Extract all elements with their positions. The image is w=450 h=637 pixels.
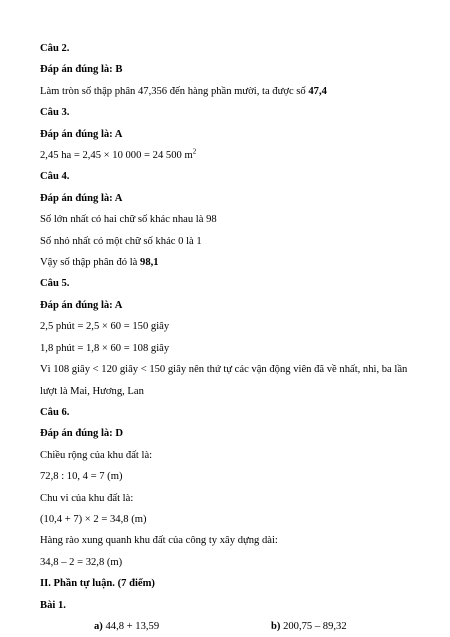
text-line [40,509,420,530]
line-text: 1,8 phút = 1,8 × 60 = 108 giây [40,342,170,354]
text-line [40,338,420,359]
line-text: 34,8 – 2 = 32,8 (m) [40,556,123,568]
line-text: lượt là Mai, Hương, Lan [40,385,144,397]
text-line [40,209,420,230]
exercise-row [40,616,420,637]
exercise-b-label: b) [271,620,281,632]
text-line [40,316,420,337]
text-line [40,38,420,59]
line-text: Số lớn nhất có hai chữ số khác nhau là 98 [40,214,217,226]
line-text: Chiều rộng của khu đất là: [40,449,153,461]
text-line [40,81,420,102]
line-text: (10,4 + 7) × 2 = 34,8 (m) [40,513,147,525]
text-line [40,59,420,80]
text-line [40,145,420,166]
line-text: Làm tròn số thập phân 47,356 đến hàng phần mười, ta được số [40,85,309,97]
line-text: Vậy số thập phân đó là [40,257,141,269]
text-line [40,530,420,551]
exercise-a-text: 44,8 + 13,59 [102,620,160,632]
text-line [40,124,420,145]
line-text: Câu 2. [40,43,70,54]
line-text: Bài 1. [40,599,66,611]
text-line [40,466,420,487]
text-line [40,359,420,380]
line-text: Số nhỏ nhất có một chữ số khác 0 là 1 [40,235,202,247]
answer-content [40,38,420,616]
line-text: Đáp án đúng là: A [40,299,123,311]
superscript: 2 [192,147,197,156]
line-text: Đáp án đúng là: D [40,428,124,440]
line-text: 2,45 ha = 2,45 × 10 000 = 24 500 m [40,150,193,162]
line-text: Chu vi của khu đất là: [40,492,134,504]
text-line [40,402,420,423]
line-text: Câu 3. [40,107,70,119]
line-text: Đáp án đúng là: A [40,128,123,140]
text-line [40,381,420,402]
exercise-a [94,616,159,637]
exercise-b [271,616,347,637]
text-line [40,102,420,123]
line-text: Câu 4. [40,171,70,183]
exercise-a-label: a) [94,620,103,632]
text-line [40,231,420,252]
text-line [40,188,420,209]
text-line [40,273,420,294]
text-line [40,166,420,187]
text-line [40,295,420,316]
text-line [40,595,420,616]
line-text: Hàng rào xung quanh khu đất của công ty xây dựng dài: [40,535,278,547]
text-line [40,573,420,594]
line-bold-answer: 47,4 [308,85,327,97]
line-text: Đáp án đúng là: A [40,192,123,204]
line-text: Câu 6. [40,406,70,418]
line-text: Câu 5. [40,278,70,290]
line-text: 2,5 phút = 2,5 × 60 = 150 giây [40,321,170,333]
text-line [40,252,420,273]
line-text: 72,8 : 10, 4 = 7 (m) [40,471,123,483]
line-text: II. Phần tự luận. (7 điểm) [40,578,155,590]
text-line [40,423,420,444]
text-line [40,445,420,466]
text-line [40,552,420,573]
line-text: Đáp án đúng là: B [40,64,123,76]
text-line [40,488,420,509]
line-bold-answer: 98,1 [140,257,159,269]
line-text: Vì 108 giây < 120 giây < 150 giây nên thứ tự các vận động viên đã về nhất, nhì, ba lần [40,364,408,376]
exercise-b-text: 200,75 – 89,32 [280,620,347,632]
